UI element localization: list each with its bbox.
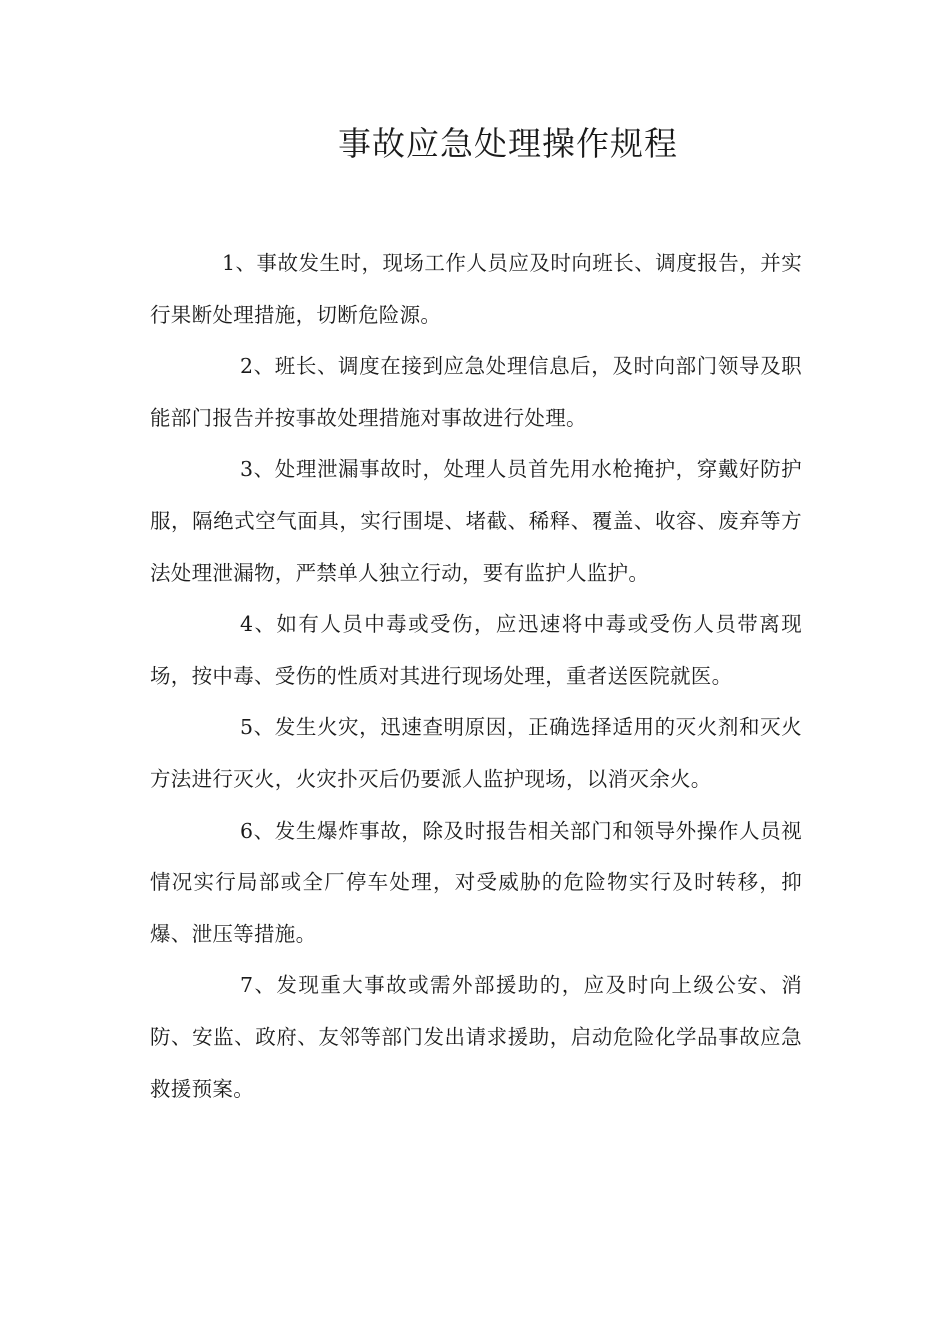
paragraph-7: 7、发现重大事故或需外部援助的，应及时向上级公安、消防、安监、政府、友邻等部门发出请求援助，启动危险化学品事故应急救援预案。	[150, 973, 802, 1101]
document-title: 事故应急处理操作规程	[338, 124, 678, 163]
paragraph-5: 5、发生火灾，迅速查明原因，正确选择适用的灭火剂和灭火方法进行灭火，火灾扑灭后仍要派人监护现场，以消灭余火。	[150, 715, 802, 791]
paragraph-2: 2、班长、调度在接到应急处理信息后，及时向部门领导及职能部门报告并按事故处理措施对事故进行处理。	[150, 354, 802, 430]
paragraph-4: 4、如有人员中毒或受伤，应迅速将中毒或受伤人员带离现场，按中毒、受伤的性质对其进行现场处理，重者送医院就医。	[150, 612, 802, 688]
document-body	[150, 238, 802, 1115]
paragraph-3: 3、处理泄漏事故时，处理人员首先用水枪掩护，穿戴好防护服，隔绝式空气面具，实行围堤、堵截、稀释、覆盖、收容、废弃等方法处理泄漏物，严禁单人独立行动，要有监护人监护。	[150, 457, 802, 585]
paragraph-1: 1、事故发生时，现场工作人员应及时向班长、调度报告，并实行果断处理措施，切断危险源。	[150, 251, 802, 327]
paragraph-6: 6、发生爆炸事故，除及时报告相关部门和领导外操作人员视情况实行局部或全厂停车处理，对受威胁的危险物实行及时转移，抑爆、泄压等措施。	[150, 818, 802, 946]
